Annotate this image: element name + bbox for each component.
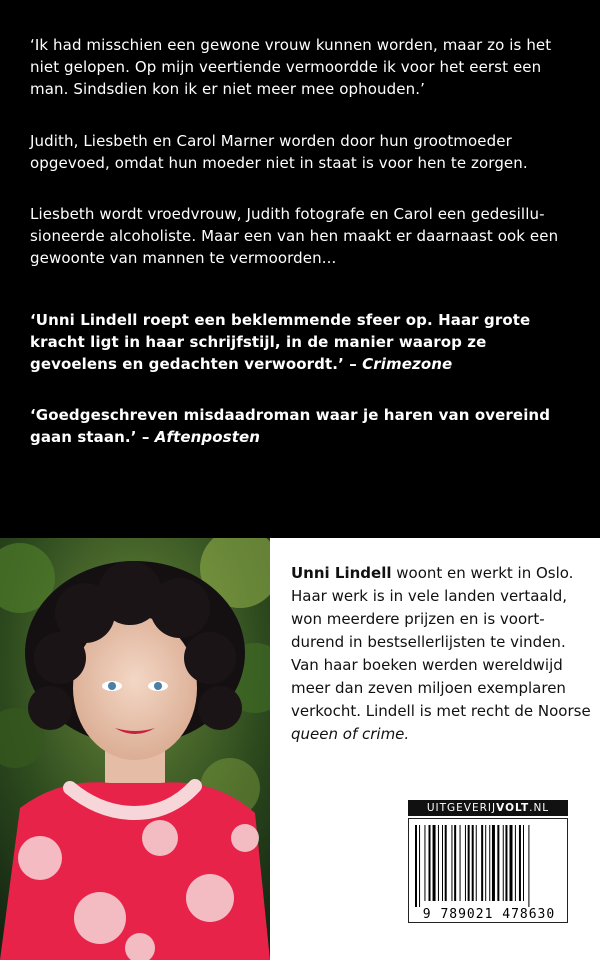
blurb-paragraph-murder: Liesbeth wordt vroedvrouw, Judith fotografe en Carol een gedesillu- sioneerde alcoholiste. Maar een van hen maakt er daarnaast ook een gewoonte van mannen te vermoorden... [30,205,559,267]
barcode-bar [419,825,420,907]
barcode-bar [454,825,456,901]
barcode-bar [519,825,521,901]
publisher-prefix: UITGEVERIJ [426,802,497,814]
barcode-bar [472,825,474,901]
barcode-bar [445,825,447,901]
barcode-bar [505,825,507,901]
barcode-bar [438,825,439,901]
author-bio [291,562,591,746]
barcode-bar [429,825,431,901]
barcode-bar [433,825,436,901]
barcode-bar [465,825,466,901]
barcode-bar [476,825,477,901]
author-bio-italic: queen of crime. [291,725,410,743]
review-aftenposten [30,404,575,448]
review-source: Crimezone [362,355,453,373]
barcode-bar [497,825,499,901]
barcode-bar [424,825,425,901]
barcode-bar [510,825,513,901]
barcode-bar [442,825,443,901]
review-quote: ‘Unni Lindell roept een beklemmende sfeer op. Haar grote kracht ligt in haar schrijfstijl, in de manier waarop ze gevoelens en gedachten verwoordt.’ – [30,311,531,373]
barcode-bar [492,825,495,901]
author-bio-text: woont en werkt in Oslo. Haar werk is in vele landen vertaald, won meerdere prijzen en is voort- durend in bestsellerlijsten te vinden. Van haar boeken werden wereldwijd meer dan zeven miljoen exemplaren verkocht. Lindell is met recht de Noorse [291,564,591,720]
barcode-bar [503,825,504,901]
barcode-bar [481,825,483,901]
review-quote: ‘Goedgeschreven misdaadroman waar je haren van overeind gaan staan.’ – [30,406,551,446]
blurb-quote: ‘Ik had misschien een gewone vrouw kunnen worden, maar zo is het niet gelopen. Op mijn veertiende vermoordde ik voor het eerst een man. Sindsdien kon ik er niet meer mee ophouden.’ [30,36,552,98]
isbn-number: 9 789021 478630 [422,907,556,922]
review-source: Aftenposten [154,428,261,446]
author-photo [0,538,270,960]
barcode-bar [515,825,516,901]
barcode-bar [460,825,461,901]
barcode-bar [451,825,452,901]
author-section [0,538,600,960]
publisher-suffix: .NL [529,802,550,814]
barcode-bar [468,825,470,901]
barcode-bar [523,825,524,901]
blurb-paragraph-sisters: Judith, Liesbeth en Carol Marner worden door hun grootmoeder opgevoed, omdat hun moeder niet in staat is voor hen te zorgen. [30,132,528,172]
barcode-bar [489,825,490,901]
barcode-bar [528,825,529,907]
barcode-bar [415,825,417,907]
author-name: Unni Lindell [291,564,392,582]
publisher-name-bold: VOLT [496,802,530,814]
barcode-bar [485,825,486,901]
review-crimezone [30,309,575,375]
barcode-bars [409,819,567,909]
publisher-label [408,800,568,816]
